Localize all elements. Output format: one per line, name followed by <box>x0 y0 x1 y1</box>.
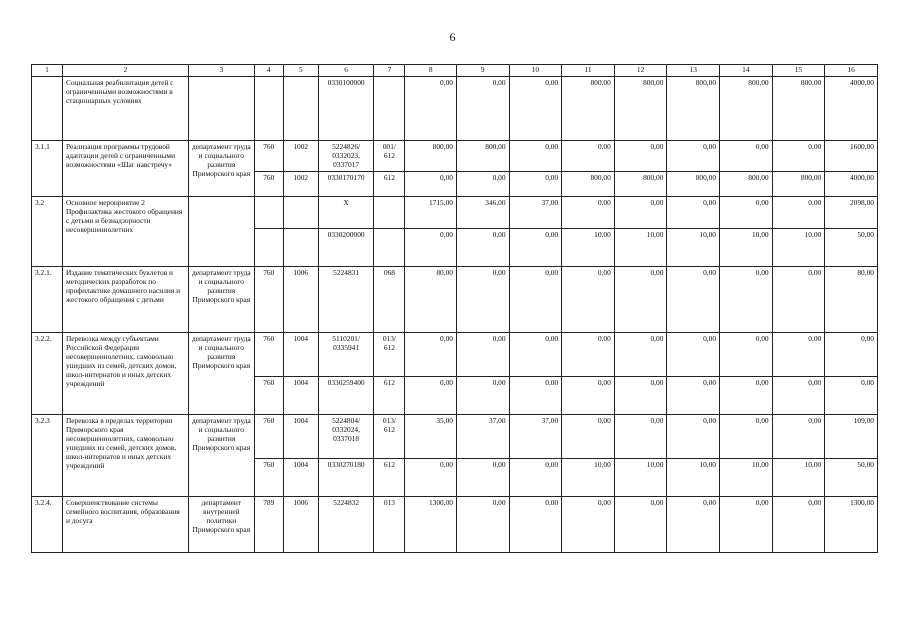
year-value: 0,00 <box>614 415 667 459</box>
item-code: 3.2 <box>32 197 63 267</box>
year-value: 0,00 <box>405 77 457 141</box>
item-code: 3.2.3 <box>32 415 63 497</box>
budget-code-target: 0330200000 <box>318 229 374 267</box>
year-value: 35,00 <box>405 415 457 459</box>
year-value: 0,00 <box>720 497 773 553</box>
responsible-dept: департамент труда и социального развития Приморского края <box>188 267 254 333</box>
year-value: 0,00 <box>456 497 509 553</box>
column-number: 11 <box>562 65 615 77</box>
table-row <box>32 77 878 141</box>
year-value: 0,00 <box>456 459 509 497</box>
budget-code-section <box>283 77 318 141</box>
column-number: 12 <box>614 65 667 77</box>
column-number: 4 <box>254 65 283 77</box>
responsible-dept: департамент внутренней политики Приморского края <box>188 497 254 553</box>
total-value: 4000,00 <box>825 172 878 197</box>
total-value: 1600,00 <box>825 141 878 172</box>
item-name: Совершенствование системы семейного воспитания, образования и досуга <box>62 497 188 553</box>
budget-code-grbs <box>254 197 283 229</box>
year-value: 800,00 <box>614 172 667 197</box>
year-value: 0,00 <box>614 141 667 172</box>
item-name: Основное мероприятие 2 Профилактика жестокого обращения с детьми и безнадзорности несовершеннолетних <box>62 197 188 267</box>
year-value: 0,00 <box>667 141 720 172</box>
year-value: 0,00 <box>667 377 720 415</box>
table-row <box>32 197 878 229</box>
year-value: 0,00 <box>772 333 825 377</box>
column-number: 16 <box>825 65 878 77</box>
budget-code-section: 1002 <box>283 141 318 172</box>
year-value: 0,00 <box>405 377 457 415</box>
column-number: 3 <box>188 65 254 77</box>
budget-code-grbs <box>254 77 283 141</box>
year-value: 0,00 <box>720 267 773 333</box>
year-value: 0,00 <box>667 267 720 333</box>
year-value: 10,00 <box>562 229 615 267</box>
total-value: 1300,00 <box>825 497 878 553</box>
budget-code-grbs: 760 <box>254 415 283 459</box>
total-value: 50,00 <box>825 459 878 497</box>
year-value: 0,00 <box>456 77 509 141</box>
budget-code-type: 013/ 612 <box>374 415 405 459</box>
budget-code-type: 612 <box>374 377 405 415</box>
table-row <box>32 333 878 377</box>
year-value: 0,00 <box>562 267 615 333</box>
budget-code-type: 013/ 612 <box>374 333 405 377</box>
table-row <box>32 267 878 333</box>
column-number: 15 <box>772 65 825 77</box>
budget-code-type: 612 <box>374 459 405 497</box>
budget-code-target: 5224826/ 0332023, 0337017 <box>318 141 374 172</box>
year-value: 800,00 <box>667 172 720 197</box>
year-value: 10,00 <box>720 229 773 267</box>
year-value: 0,00 <box>405 172 457 197</box>
year-value: 0,00 <box>562 333 615 377</box>
budget-code-section: 1002 <box>283 172 318 197</box>
budget-code-target: 0330259400 <box>318 377 374 415</box>
year-value: 0,00 <box>614 377 667 415</box>
budget-code-type: 001/ 612 <box>374 141 405 172</box>
budget-code-target: 5224804/ 0332024, 0337018 <box>318 415 374 459</box>
budget-code-type <box>374 197 405 229</box>
budget-code-type: 068 <box>374 267 405 333</box>
year-value: 10,00 <box>614 459 667 497</box>
year-value: 0,00 <box>509 267 562 333</box>
year-value: 0,00 <box>509 497 562 553</box>
budget-code-section: 1006 <box>283 267 318 333</box>
year-value: 0,00 <box>772 497 825 553</box>
year-value: 800,00 <box>772 172 825 197</box>
year-value: 0,00 <box>456 267 509 333</box>
year-value: 37,00 <box>509 197 562 229</box>
total-value: 2098,00 <box>825 197 878 229</box>
year-value: 0,00 <box>405 229 457 267</box>
year-value: 800,00 <box>405 141 457 172</box>
year-value: 800,00 <box>562 172 615 197</box>
year-value: 0,00 <box>509 377 562 415</box>
budget-code-grbs: 760 <box>254 172 283 197</box>
item-code: 3.2.1. <box>32 267 63 333</box>
year-value: 0,00 <box>720 141 773 172</box>
budget-code-section: 1004 <box>283 415 318 459</box>
year-value: 37,00 <box>456 415 509 459</box>
year-value: 0,00 <box>456 333 509 377</box>
budget-code-type <box>374 229 405 267</box>
year-value: 37,00 <box>509 415 562 459</box>
year-value: 0,00 <box>509 172 562 197</box>
item-code: 3.2.2. <box>32 333 63 415</box>
year-value: 10,00 <box>772 459 825 497</box>
year-value: 0,00 <box>614 267 667 333</box>
table-row <box>32 497 878 553</box>
year-value: 10,00 <box>720 459 773 497</box>
year-value: 0,00 <box>405 333 457 377</box>
total-value: 0,00 <box>825 377 878 415</box>
table-row <box>32 141 878 172</box>
year-value: 0,00 <box>772 415 825 459</box>
budget-code-target: X <box>318 197 374 229</box>
year-value: 0,00 <box>509 333 562 377</box>
item-code <box>32 77 63 141</box>
column-number: 5 <box>283 65 318 77</box>
responsible-dept <box>188 77 254 141</box>
budget-code-section: 1006 <box>283 497 318 553</box>
year-value: 0,00 <box>772 377 825 415</box>
year-value: 0,00 <box>562 415 615 459</box>
page-number: 6 <box>449 30 456 44</box>
budget-code-section: 1004 <box>283 377 318 415</box>
budget-code-type: 013 <box>374 497 405 553</box>
budget-code-grbs: 760 <box>254 267 283 333</box>
year-value: 10,00 <box>667 229 720 267</box>
budget-code-section <box>283 197 318 229</box>
column-number: 10 <box>509 65 562 77</box>
year-value: 1715,00 <box>405 197 457 229</box>
year-value: 0,00 <box>667 415 720 459</box>
budget-code-target: 5224832 <box>318 497 374 553</box>
responsible-dept: департамент труда и социального развития Приморского края <box>188 415 254 497</box>
total-value: 0,00 <box>825 333 878 377</box>
year-value: 800,00 <box>456 141 509 172</box>
responsible-dept: департамент труда и социального развития Приморского края <box>188 141 254 197</box>
column-number: 1 <box>32 65 63 77</box>
year-value: 1300,00 <box>405 497 457 553</box>
year-value: 0,00 <box>720 377 773 415</box>
item-code: 3.1.1 <box>32 141 63 197</box>
program-table <box>31 64 878 553</box>
item-name: Издание тематических буклетов и методических разработок по профилактике домашнего насилия и жестокого обращения с детьми <box>62 267 188 333</box>
year-value: 10,00 <box>614 229 667 267</box>
budget-code-type <box>374 77 405 141</box>
year-value: 0,00 <box>772 267 825 333</box>
year-value: 0,00 <box>562 377 615 415</box>
year-value: 0,00 <box>614 497 667 553</box>
budget-code-section: 1004 <box>283 333 318 377</box>
budget-code-grbs: 789 <box>254 497 283 553</box>
year-value: 80,00 <box>405 267 457 333</box>
item-name: Перевозка в пределах территории Приморского края несовершеннолетних, самовольно ушедших из семей, детских домов, школ-интернатов и иных детских учреждений <box>62 415 188 497</box>
year-value: 0,00 <box>720 197 773 229</box>
year-value: 0,00 <box>720 333 773 377</box>
budget-code-grbs <box>254 229 283 267</box>
year-value: 800,00 <box>772 77 825 141</box>
header-row <box>32 65 878 77</box>
year-value: 0,00 <box>509 77 562 141</box>
year-value: 800,00 <box>720 172 773 197</box>
year-value: 0,00 <box>562 197 615 229</box>
budget-code-target: 5110201/ 0335941 <box>318 333 374 377</box>
year-value: 10,00 <box>667 459 720 497</box>
year-value: 0,00 <box>614 333 667 377</box>
year-value: 800,00 <box>562 77 615 141</box>
total-value: 80,00 <box>825 267 878 333</box>
year-value: 0,00 <box>562 141 615 172</box>
year-value: 0,00 <box>456 377 509 415</box>
budget-code-grbs: 760 <box>254 459 283 497</box>
year-value: 0,00 <box>509 459 562 497</box>
year-value: 0,00 <box>667 333 720 377</box>
budget-code-grbs: 760 <box>254 377 283 415</box>
total-value: 4000,00 <box>825 77 878 141</box>
item-name: Перевозка между субъектами Российской Федерации несовершеннолетних, самовольно ушедших из семей, детских домов, школ-интернатов и иных детских учреждений <box>62 333 188 415</box>
column-number: 6 <box>318 65 374 77</box>
year-value: 10,00 <box>772 229 825 267</box>
budget-code-grbs: 760 <box>254 333 283 377</box>
year-value: 800,00 <box>667 77 720 141</box>
year-value: 0,00 <box>614 197 667 229</box>
year-value: 0,00 <box>509 229 562 267</box>
column-number: 7 <box>374 65 405 77</box>
responsible-dept: департамент труда и социального развития Приморского края <box>188 333 254 415</box>
year-value: 800,00 <box>614 77 667 141</box>
year-value: 346,00 <box>456 197 509 229</box>
budget-code-target: 5224831 <box>318 267 374 333</box>
column-number: 13 <box>667 65 720 77</box>
budget-code-type: 612 <box>374 172 405 197</box>
year-value: 0,00 <box>772 197 825 229</box>
budget-code-grbs: 760 <box>254 141 283 172</box>
column-number: 14 <box>720 65 773 77</box>
budget-code-section <box>283 229 318 267</box>
total-value: 50,00 <box>825 229 878 267</box>
budget-code-target: 0330100000 <box>318 77 374 141</box>
year-value: 10,00 <box>562 459 615 497</box>
budget-code-target: 0330170170 <box>318 172 374 197</box>
column-number: 8 <box>405 65 457 77</box>
table-row <box>32 415 878 459</box>
year-value: 800,00 <box>720 77 773 141</box>
year-value: 0,00 <box>667 497 720 553</box>
item-name: Реализация программы трудовой адаптации детей с ограниченными возможностями «Шаг навстречу» <box>62 141 188 197</box>
column-number: 2 <box>62 65 188 77</box>
year-value: 0,00 <box>720 415 773 459</box>
year-value: 0,00 <box>456 229 509 267</box>
year-value: 0,00 <box>772 141 825 172</box>
item-code: 3.2.4. <box>32 497 63 553</box>
item-name: Социальная реабилитация детей с ограниченными возможностями в стационарных условиях <box>62 77 188 141</box>
budget-code-section: 1004 <box>283 459 318 497</box>
table-body <box>32 65 878 553</box>
year-value: 0,00 <box>667 197 720 229</box>
year-value: 0,00 <box>456 172 509 197</box>
responsible-dept <box>188 197 254 267</box>
total-value: 109,00 <box>825 415 878 459</box>
budget-code-target: 0330270180 <box>318 459 374 497</box>
year-value: 0,00 <box>405 459 457 497</box>
year-value: 0,00 <box>562 497 615 553</box>
column-number: 9 <box>456 65 509 77</box>
year-value: 0,00 <box>509 141 562 172</box>
